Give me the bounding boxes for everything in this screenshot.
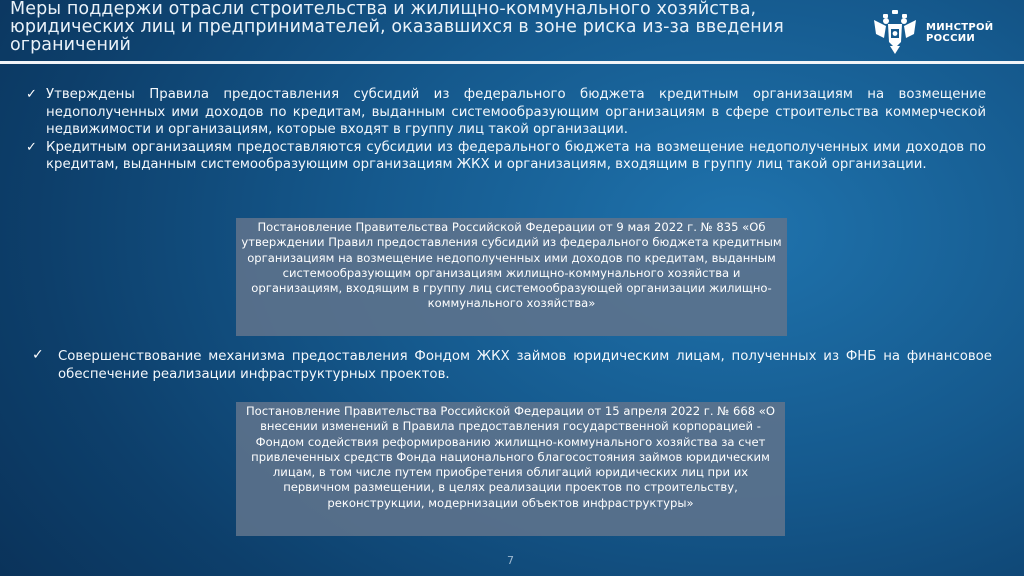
check-icon: ✓ bbox=[32, 347, 44, 363]
logo-line-1: МИНСТРОЙ bbox=[926, 22, 994, 33]
logo-line-2: РОССИИ bbox=[926, 33, 976, 44]
page-number: 7 bbox=[507, 554, 514, 567]
logo-text bbox=[926, 22, 993, 44]
ministry-logo bbox=[870, 8, 1010, 56]
bullet-text: Совершенствование механизма предоставления Фондом ЖКХ займов юридическим лицам, полученных из ФНБ на финансовое обеспечение реализации инфраструктурных проектов. bbox=[58, 349, 992, 382]
resolution-box-835 bbox=[236, 218, 787, 336]
bullet-text: Кредитным организациям предоставляются субсидии из федерального бюджета на возмещение недополученных ими доходов по кредитам, выданным системообразующим организациям ЖКХ и организациям, входящим в группу лиц такой организации. bbox=[46, 139, 986, 172]
bullet-list bbox=[26, 86, 986, 174]
title-divider bbox=[0, 61, 1024, 64]
double-headed-eagle-icon bbox=[870, 8, 920, 56]
bullet-item bbox=[26, 139, 986, 174]
bullet-item bbox=[32, 347, 992, 384]
bullet-item bbox=[26, 86, 986, 139]
resolution-text: Постановление Правительства Российской Федерации от 15 апреля 2022 г. № 668 «О внесении изменений в Правила предоставления государственной корпорацией - Фондом содействия реформированию жилищно-коммунального хозяйства за счет привлеченных средств Фонда национального благосостояния займов юридическим лицам, в том числе путем приобретения облигаций юридических лиц при их первичном размещении, в целях реализации проектов по строительству, реконструкции, модернизации объектов инфраструктуры» bbox=[245, 404, 776, 510]
resolution-box-668 bbox=[236, 402, 785, 536]
bullet-text: Утверждены Правила предоставления субсидий из федерального бюджета кредитным организациям на возмещение недополученных ими доходов по кредитам, выданным системообразующим организациям в сфере строительства коммерческой недвижимости и организациям, которые входят в группу лиц такой организации. bbox=[46, 87, 986, 137]
check-icon: ✓ bbox=[26, 139, 37, 155]
resolution-text: Постановление Правительства Российской Федерации от 9 мая 2022 г. № 835 «Об утверждении Правил предоставления субсидий из федерального бюджета кредитным организациям на возмещение недополученных ими доходов по кредитам, выданным системообразующим организациям жилищно-коммунального хозяйства и организациям, входящим в группу лиц системообразующей организации жилищно-коммунального хозяйства» bbox=[241, 220, 782, 311]
check-icon: ✓ bbox=[26, 87, 37, 102]
page-title: Меры поддержи отрасли строительства и жилищно-коммунального хозяйства, юридических лиц и предпринимателей, оказавшихся в зоне риска из-за введения ограничений bbox=[10, 0, 784, 55]
